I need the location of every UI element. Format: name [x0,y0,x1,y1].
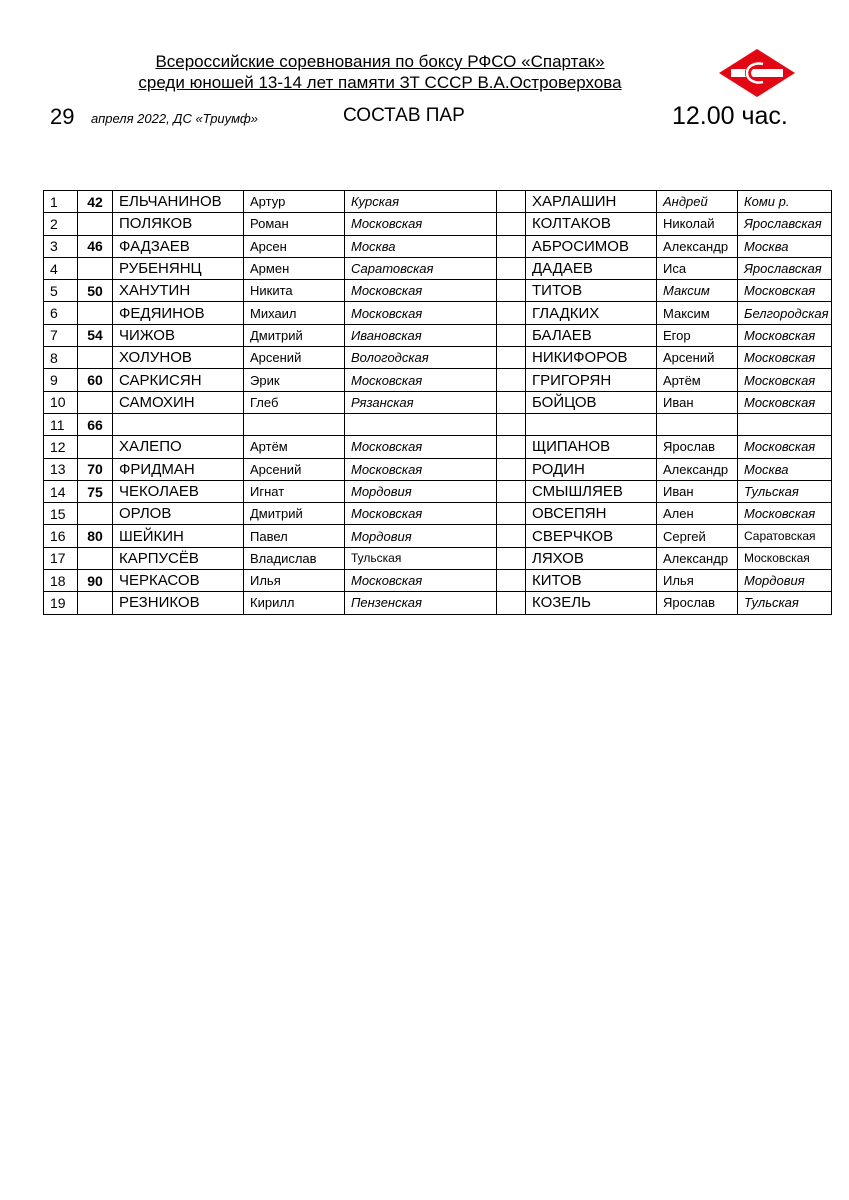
blue-corner-surname: ГРИГОРЯН [526,369,657,391]
table-row [44,235,832,257]
table-row [44,391,832,413]
bout-number: 3 [44,235,78,257]
blue-corner-surname: РОДИН [526,458,657,480]
blue-corner-region: Московская [738,324,832,346]
red-corner-name: Глеб [244,391,345,413]
blue-corner-name: Иван [657,391,738,413]
blue-corner-name: Ален [657,503,738,525]
blue-corner-surname: ТИТОВ [526,280,657,302]
bout-number: 6 [44,302,78,324]
spartak-logo-icon [718,48,796,98]
table-row [44,369,832,391]
separator-cell [497,369,526,391]
separator-cell [497,257,526,279]
weight-class [78,436,113,458]
blue-corner-name: Сергей [657,525,738,547]
blue-corner-region: Московская [738,436,832,458]
red-corner-surname: ЧЕРКАСОВ [113,570,244,592]
table-row [44,213,832,235]
blue-corner-name: Александр [657,458,738,480]
weight-class: 66 [78,413,113,435]
blue-corner-region: Московская [738,503,832,525]
competition-title-line1: Всероссийские соревнования по боксу РФСО «Спартак» [155,52,605,71]
table-row [44,592,832,614]
blue-corner-surname: АБРОСИМОВ [526,235,657,257]
table-row [44,302,832,324]
blue-corner-surname: БОЙЦОВ [526,391,657,413]
separator-cell [497,592,526,614]
separator-cell [497,302,526,324]
blue-corner-region: Коми р. [738,191,832,213]
bout-number: 4 [44,257,78,279]
red-corner-surname: ХАЛЕПО [113,436,244,458]
blue-corner-surname: ЛЯХОВ [526,547,657,569]
red-corner-name: Павел [244,525,345,547]
bout-number: 18 [44,570,78,592]
red-corner-name: Игнат [244,480,345,502]
weight-class: 80 [78,525,113,547]
weight-class: 46 [78,235,113,257]
red-corner-name: Кирилл [244,592,345,614]
red-corner-surname: КАРПУСЁВ [113,547,244,569]
bout-number: 1 [44,191,78,213]
red-corner-name: Дмитрий [244,324,345,346]
red-corner-name: Владислав [244,547,345,569]
bout-number: 19 [44,592,78,614]
separator-cell [497,458,526,480]
table-row [44,280,832,302]
red-corner-surname: ФАДЗАЕВ [113,235,244,257]
blue-corner-region: Ярославская [738,257,832,279]
bout-number: 10 [44,391,78,413]
blue-corner-name: Ярослав [657,436,738,458]
red-corner-region: Москва [345,235,497,257]
blue-corner-region: Московская [738,347,832,369]
table-row [44,191,832,213]
table-row [44,458,832,480]
bout-number: 17 [44,547,78,569]
blue-corner-surname: КОЗЕЛЬ [526,592,657,614]
event-day: 29 [50,104,75,129]
bout-number: 2 [44,213,78,235]
table-row [44,413,832,435]
blue-corner-surname: ГЛАДКИХ [526,302,657,324]
weight-class: 54 [78,324,113,346]
red-corner-surname: РЕЗНИКОВ [113,592,244,614]
red-corner-name: Роман [244,213,345,235]
blue-corner-region: Ярославская [738,213,832,235]
blue-corner-name: Иса [657,257,738,279]
red-corner-surname: ЕЛЬЧАНИНОВ [113,191,244,213]
blue-corner-surname [526,413,657,435]
red-corner-surname: ПОЛЯКОВ [113,213,244,235]
bout-number: 12 [44,436,78,458]
red-corner-region: Мордовия [345,480,497,502]
red-corner-region [345,413,497,435]
blue-corner-name: Николай [657,213,738,235]
pairs-table [43,190,832,615]
blue-corner-surname: ЩИПАНОВ [526,436,657,458]
red-corner-name: Арсен [244,235,345,257]
bout-number: 9 [44,369,78,391]
blue-corner-region: Московская [738,280,832,302]
red-corner-name: Арсений [244,347,345,369]
separator-cell [497,525,526,547]
red-corner-name: Армен [244,257,345,279]
red-corner-surname: ХОЛУНОВ [113,347,244,369]
red-corner-region: Тульская [345,547,497,569]
red-corner-region: Ивановская [345,324,497,346]
table-row [44,480,832,502]
blue-corner-name: Иван [657,480,738,502]
separator-cell [497,235,526,257]
blue-corner-surname: БАЛАЕВ [526,324,657,346]
red-corner-name: Артур [244,191,345,213]
blue-corner-name: Максим [657,302,738,324]
red-corner-name: Арсений [244,458,345,480]
blue-corner-name: Максим [657,280,738,302]
red-corner-surname: ЧИЖОВ [113,324,244,346]
separator-cell [497,391,526,413]
table-row [44,324,832,346]
weight-class [78,391,113,413]
start-time: 12.00 час. [672,102,788,130]
red-corner-name [244,413,345,435]
red-corner-surname: РУБЕНЯНЦ [113,257,244,279]
red-corner-surname: ОРЛОВ [113,503,244,525]
blue-corner-region: Белгородская [738,302,832,324]
weight-class [78,213,113,235]
red-corner-region: Саратовская [345,257,497,279]
weight-class: 75 [78,480,113,502]
weight-class: 90 [78,570,113,592]
red-corner-region: Вологодская [345,347,497,369]
weight-class [78,257,113,279]
red-corner-region: Московская [345,436,497,458]
red-corner-region: Московская [345,280,497,302]
separator-cell [497,436,526,458]
blue-corner-region: Саратовская [738,525,832,547]
blue-corner-name: Ярослав [657,592,738,614]
red-corner-region: Мордовия [345,525,497,547]
weight-class [78,503,113,525]
red-corner-name: Никита [244,280,345,302]
blue-corner-region: Москва [738,235,832,257]
red-corner-surname: ХАНУТИН [113,280,244,302]
separator-cell [497,324,526,346]
weight-class: 60 [78,369,113,391]
blue-corner-surname: ДАДАЕВ [526,257,657,279]
pairs-heading: СОСТАВ ПАР [343,105,465,126]
table-row [44,347,832,369]
table-row [44,570,832,592]
separator-cell [497,191,526,213]
weight-class [78,547,113,569]
blue-corner-name: Арсений [657,347,738,369]
bout-number: 16 [44,525,78,547]
blue-corner-name: Илья [657,570,738,592]
red-corner-surname [113,413,244,435]
separator-cell [497,570,526,592]
table-row [44,257,832,279]
red-corner-region: Московская [345,369,497,391]
weight-class: 42 [78,191,113,213]
blue-corner-region [738,413,832,435]
competition-title-line2: среди юношей 13-14 лет памяти ЗТ СССР В.А.Островерхова [138,73,622,92]
blue-corner-region: Московская [738,391,832,413]
red-corner-surname: ФЕДЯИНОВ [113,302,244,324]
red-corner-surname: ШЕЙКИН [113,525,244,547]
red-corner-surname: САРКИСЯН [113,369,244,391]
bout-number: 15 [44,503,78,525]
red-corner-region: Московская [345,570,497,592]
table-row [44,547,832,569]
red-corner-region: Московская [345,503,497,525]
blue-corner-surname: СВЕРЧКОВ [526,525,657,547]
blue-corner-region: Тульская [738,480,832,502]
blue-corner-name: Андрей [657,191,738,213]
red-corner-region: Пензенская [345,592,497,614]
red-corner-region: Московская [345,213,497,235]
blue-corner-name [657,413,738,435]
blue-corner-name: Александр [657,235,738,257]
separator-cell [497,503,526,525]
table-row [44,436,832,458]
bout-number: 14 [44,480,78,502]
bout-number: 5 [44,280,78,302]
red-corner-region: Курская [345,191,497,213]
separator-cell [497,547,526,569]
table-row [44,525,832,547]
blue-corner-region: Московская [738,547,832,569]
blue-corner-surname: НИКИФОРОВ [526,347,657,369]
blue-corner-surname: СМЫШЛЯЕВ [526,480,657,502]
blue-corner-region: Мордовия [738,570,832,592]
red-corner-region: Рязанская [345,391,497,413]
blue-corner-surname: КИТОВ [526,570,657,592]
blue-corner-name: Артём [657,369,738,391]
separator-cell [497,480,526,502]
separator-cell [497,347,526,369]
separator-cell [497,280,526,302]
red-corner-name: Илья [244,570,345,592]
weight-class [78,347,113,369]
red-corner-surname: САМОХИН [113,391,244,413]
weight-class [78,302,113,324]
bout-number: 7 [44,324,78,346]
weight-class: 70 [78,458,113,480]
red-corner-name: Артём [244,436,345,458]
red-corner-region: Московская [345,302,497,324]
weight-class: 50 [78,280,113,302]
separator-cell [497,413,526,435]
event-date-venue: апреля 2022, ДС «Триумф» [91,111,259,126]
table-row [44,503,832,525]
red-corner-name: Дмитрий [244,503,345,525]
bout-number: 8 [44,347,78,369]
blue-corner-surname: ОВСЕПЯН [526,503,657,525]
bout-number: 13 [44,458,78,480]
red-corner-name: Михаил [244,302,345,324]
blue-corner-region: Москва [738,458,832,480]
separator-cell [497,213,526,235]
red-corner-surname: ЧЕКОЛАЕВ [113,480,244,502]
blue-corner-surname: ХАРЛАШИН [526,191,657,213]
weight-class [78,592,113,614]
red-corner-name: Эрик [244,369,345,391]
blue-corner-region: Московская [738,369,832,391]
bout-number: 11 [44,413,78,435]
red-corner-region: Московская [345,458,497,480]
blue-corner-surname: КОЛТАКОВ [526,213,657,235]
blue-corner-name: Егор [657,324,738,346]
blue-corner-name: Александр [657,547,738,569]
red-corner-surname: ФРИДМАН [113,458,244,480]
blue-corner-region: Тульская [738,592,832,614]
